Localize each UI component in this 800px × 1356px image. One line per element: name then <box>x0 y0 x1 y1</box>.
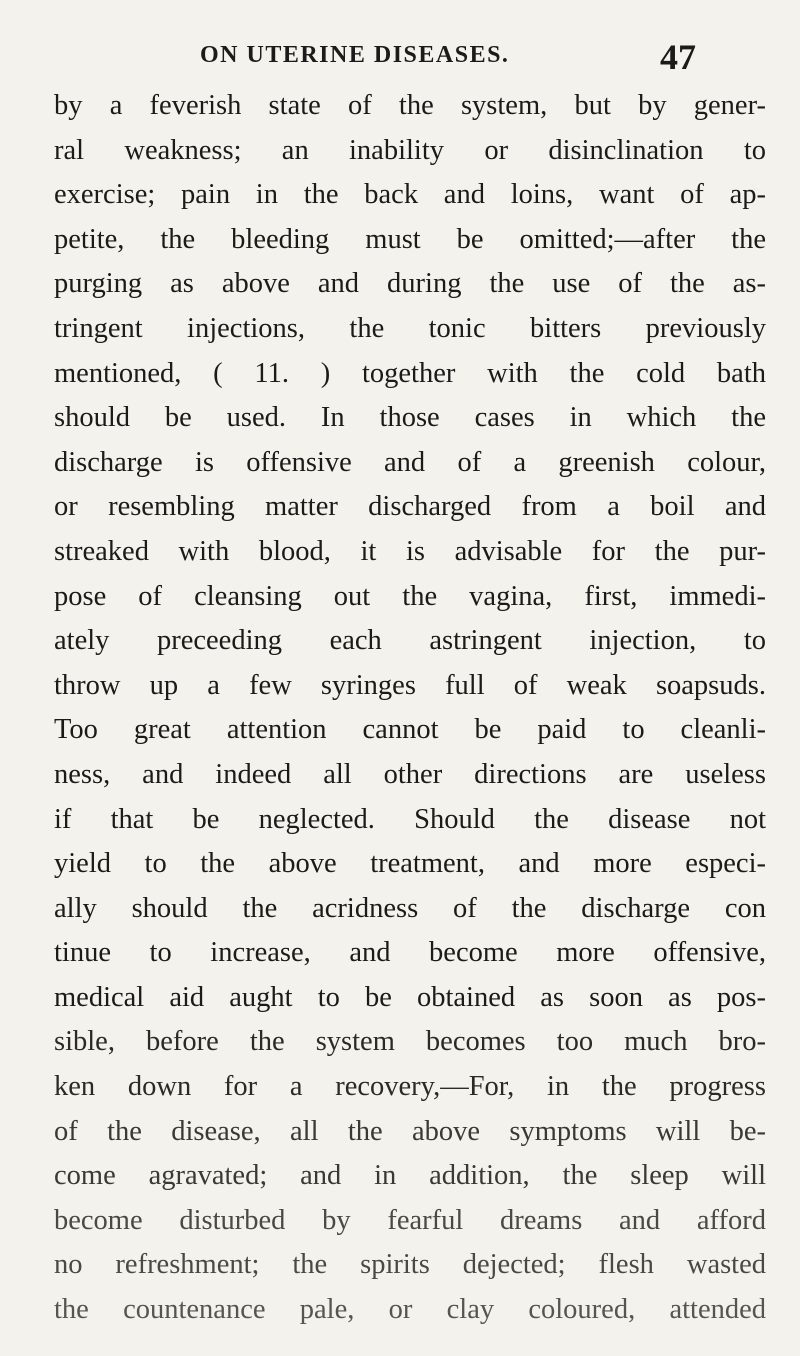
text-line: purging as above and during the use of the as- <box>54 268 766 300</box>
text-line: if that be neglected. Should the disease not <box>54 803 766 835</box>
text-line: no refreshment; the spirits dejected; flesh wasted <box>54 1249 766 1281</box>
text-line: ness, and indeed all other directions are useless <box>54 758 766 790</box>
body-text <box>54 84 766 1333</box>
text-line: become disturbed by fearful dreams and afford <box>54 1204 766 1236</box>
text-line: ral weakness; an inability or disinclination to <box>54 134 766 166</box>
text-line: by a feverish state of the system, but by gener- <box>54 90 766 121</box>
text-line: sible, before the system becomes too much bro- <box>54 1026 766 1058</box>
text-line: mentioned, ( 11. ) together with the cold bath <box>54 357 766 389</box>
text-line: ken down for a recovery,—For, in the progress <box>54 1071 766 1103</box>
text-line: exercise; pain in the back and loins, want of ap- <box>54 179 766 211</box>
text-line: of the disease, all the above symptoms will be- <box>54 1115 766 1147</box>
running-head: ON UTERINE DISEASES. <box>200 42 510 68</box>
text-line: Too great attention cannot be paid to cleanli- <box>54 714 766 746</box>
text-line: pose of cleansing out the vagina, first, immedi- <box>54 580 766 612</box>
text-line: medical aid aught to be obtained as soon as pos- <box>54 981 766 1013</box>
text-line: the countenance pale, or clay coloured, attended <box>54 1294 766 1326</box>
text-line: throw up a few syringes full of weak soapsuds. <box>54 669 766 701</box>
text-line: ately preceeding each astringent injection, to <box>54 625 766 657</box>
page-header <box>0 38 800 78</box>
page-number: 47 <box>660 37 696 77</box>
text-line: tinue to increase, and become more offensive, <box>54 937 766 969</box>
text-line: petite, the bleeding must be omitted;—after the <box>54 223 766 255</box>
text-line: tringent injections, the tonic bitters previously <box>54 312 766 344</box>
text-line: yield to the above treatment, and more especi- <box>54 848 766 880</box>
text-line: ally should the acridness of the discharge con <box>54 892 766 924</box>
text-line: should be used. In those cases in which the <box>54 402 766 434</box>
text-line: streaked with blood, it is advisable for the pur- <box>54 535 766 567</box>
text-line: discharge is offensive and of a greenish colour, <box>54 446 766 478</box>
text-line: come agravated; and in addition, the sleep will <box>54 1160 766 1192</box>
text-line: or resembling matter discharged from a boil and <box>54 491 766 523</box>
